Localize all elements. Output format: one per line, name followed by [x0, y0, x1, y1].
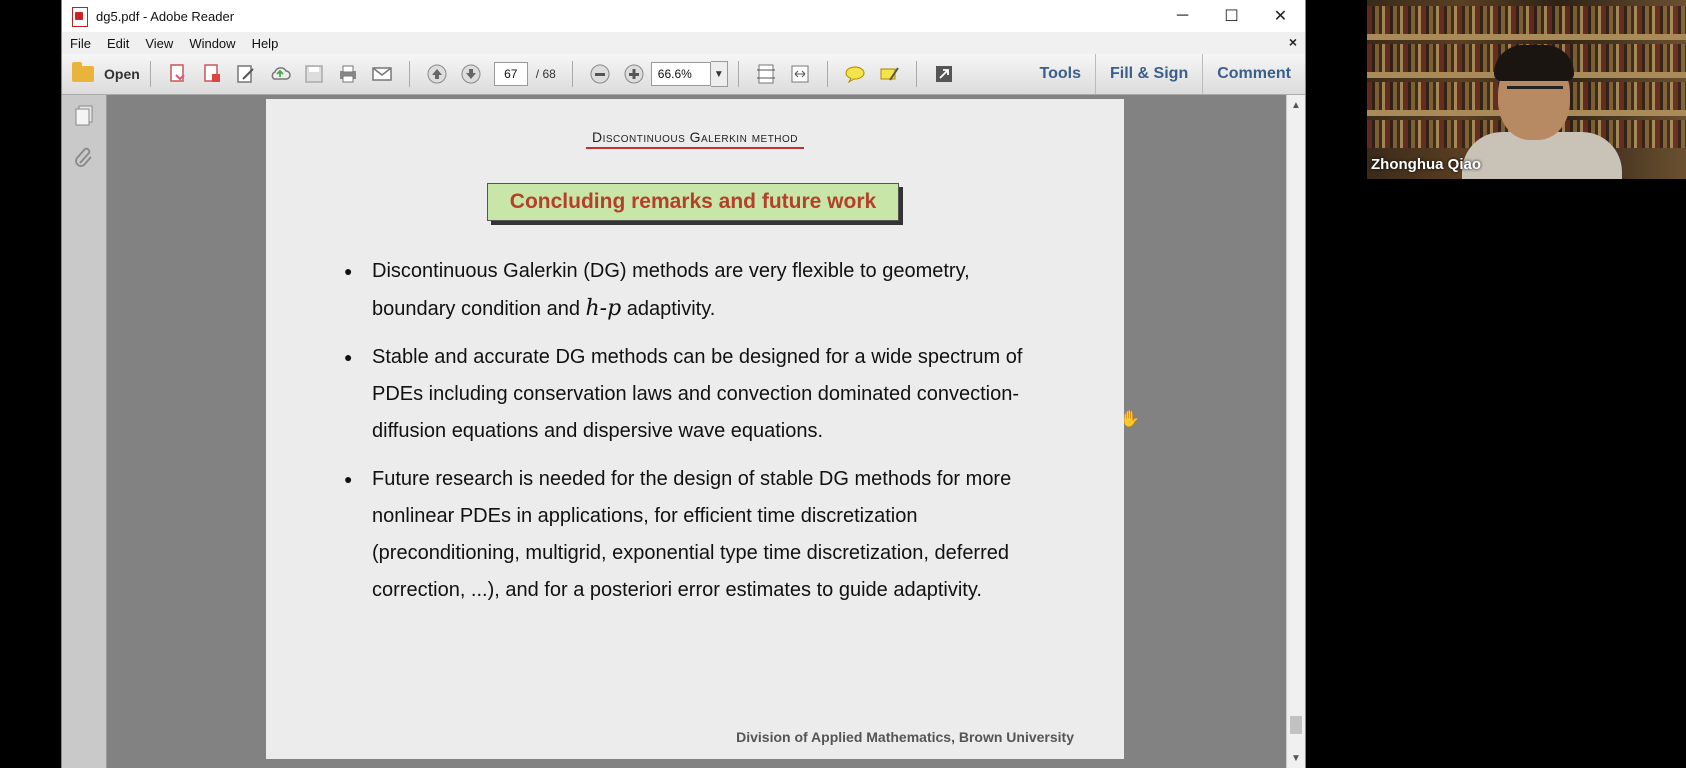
create-pdf-icon[interactable]	[165, 61, 191, 87]
navigation-pane	[62, 95, 107, 768]
toolbar-divider	[572, 61, 573, 87]
running-header	[266, 129, 1124, 145]
main-toolbar	[62, 54, 1305, 95]
menu-file[interactable]: File	[70, 35, 91, 51]
scroll-thumb[interactable]	[1290, 716, 1302, 734]
save-icon[interactable]	[301, 61, 327, 87]
slide-title: Concluding remarks and future work	[487, 183, 899, 221]
participant-name: Zhonghua Qiao	[1371, 156, 1481, 173]
menu-bar	[62, 32, 1305, 54]
adobe-reader-window	[61, 0, 1306, 768]
zoom-in-icon[interactable]	[621, 61, 647, 87]
export-pdf-icon[interactable]	[199, 61, 225, 87]
fit-page-icon[interactable]	[753, 61, 779, 87]
pdf-file-icon	[70, 7, 88, 25]
menu-help[interactable]: Help	[251, 35, 279, 51]
next-page-icon[interactable]	[458, 61, 484, 87]
zoom-dropdown-arrow[interactable]: ▼	[711, 61, 728, 87]
toolbar-divider	[916, 61, 917, 87]
toolbar-divider	[738, 61, 739, 87]
document-view[interactable]	[107, 95, 1287, 768]
comment-icon[interactable]	[842, 61, 868, 87]
zoom-out-icon[interactable]	[587, 61, 613, 87]
window-title: dg5.pdf - Adobe Reader	[96, 8, 235, 24]
slide-footer: Division of Applied Mathematics, Brown University	[736, 729, 1074, 745]
highlight-icon[interactable]	[876, 61, 902, 87]
bullet-text: Discontinuous Galerkin (DG) methods are very flexible to geometry, boundary condition and	[372, 260, 970, 320]
print-icon[interactable]	[335, 61, 361, 87]
pdf-page	[266, 99, 1124, 759]
open-button[interactable]	[72, 66, 140, 82]
page-number-input[interactable]: 67	[494, 62, 528, 86]
person-hair	[1494, 45, 1574, 81]
minimize-button[interactable]: ─	[1176, 7, 1189, 24]
menu-window[interactable]: Window	[189, 35, 236, 51]
toolbar-divider	[150, 61, 151, 87]
vertical-scrollbar[interactable]	[1286, 95, 1305, 768]
full-screen-icon[interactable]	[931, 61, 957, 87]
attachments-icon[interactable]	[74, 145, 94, 167]
shelf	[1367, 34, 1686, 40]
bullet-list	[344, 253, 1044, 620]
maximize-button[interactable]: ☐	[1224, 8, 1239, 25]
folder-icon	[72, 66, 94, 82]
comment-pane-button[interactable]: Comment	[1202, 54, 1305, 94]
bookshelf-row	[1367, 6, 1686, 34]
title-bar	[62, 0, 1305, 32]
bullet-text: adaptivity.	[621, 298, 716, 320]
scroll-up-arrow[interactable]: ▲	[1291, 99, 1301, 111]
participant-video-tile	[1367, 0, 1686, 179]
email-icon[interactable]	[369, 61, 395, 87]
running-header-text: Discontinuous Galerkin method	[586, 129, 804, 149]
zoom-level-field[interactable]: 66.6%	[651, 62, 711, 86]
tools-pane-button[interactable]: Tools	[1039, 65, 1081, 82]
edit-pdf-icon[interactable]	[233, 61, 259, 87]
page-total: / 68	[535, 67, 556, 81]
close-document-button[interactable]: ×	[1288, 34, 1297, 50]
menu-edit[interactable]: Edit	[106, 35, 130, 51]
toolbar-divider	[409, 61, 410, 87]
cloud-upload-icon[interactable]	[267, 61, 293, 87]
fit-width-icon[interactable]	[787, 61, 813, 87]
glasses	[1507, 86, 1563, 103]
math-hp: h-p	[585, 296, 622, 321]
scroll-down-arrow[interactable]: ▼	[1291, 752, 1301, 764]
menu-view[interactable]: View	[145, 35, 174, 51]
hand-cursor-icon: ✋	[1120, 411, 1140, 428]
bullet-item: ● Stable and accurate DG methods can be designed for a wide spectrum of PDEs including conservation laws and convection dominated convection-diffusion equations and dispersive wave equations.	[344, 339, 1044, 450]
page-thumbnails-icon[interactable]	[74, 105, 94, 127]
close-button[interactable]: ✕	[1273, 8, 1288, 25]
bullet-item	[344, 253, 1044, 328]
toolbar-divider	[827, 61, 828, 87]
previous-page-icon[interactable]	[424, 61, 450, 87]
fill-sign-pane-button[interactable]: Fill & Sign	[1095, 54, 1202, 94]
open-label: Open	[104, 66, 140, 82]
bullet-item: ● Future research is needed for the design of stable DG methods for more nonlinear PDEs in applications, for efficient time discretization (preconditioning, multigrid, exponential type time discretization, deferred correction, ...), and for a posteriori error estimates to guide adaptivity.	[344, 461, 1044, 609]
